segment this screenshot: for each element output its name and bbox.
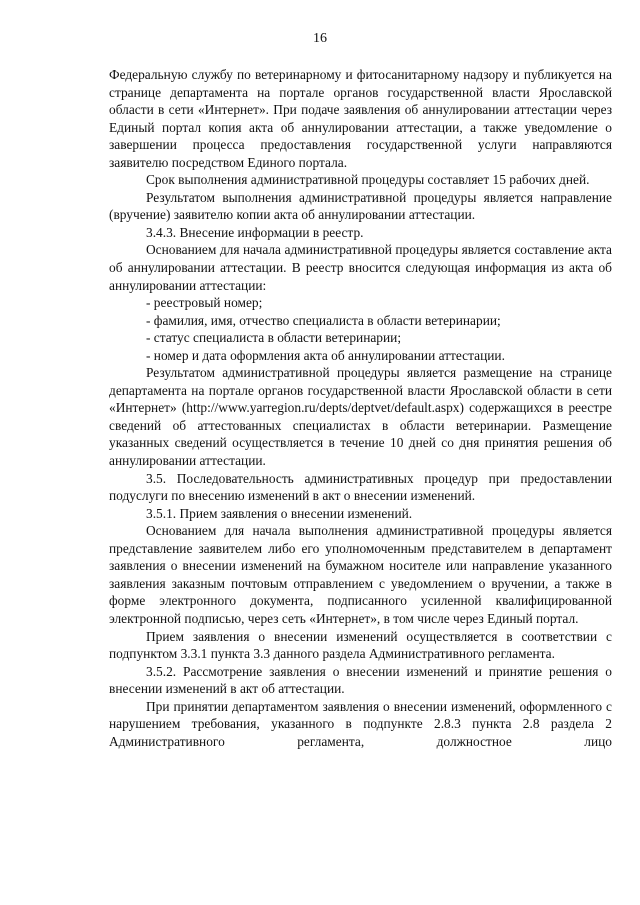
- list-item: - номер и дата оформления акта об аннулировании аттестации.: [146, 347, 505, 363]
- section-heading-3-5: 3.5. Последовательность административных процедур при предоставлении подуслуги по внесению изменений в акт о внесении изменений.: [109, 470, 612, 504]
- paragraph-result-copy: Результатом выполнения административной процедуры является направление (вручение) заявителю копии акта об аннулировании аттестации.: [109, 189, 612, 223]
- paragraph-registry-result: Результатом административной процедуры является размещение на странице департамента на портале органов государственной власти Ярославской области в сети «Интернет» (http://www.yarregion.ru/depts/deptvet/default.aspx) содержащихся в реестре сведений об аттестованных специалистах в области ветеринарии. Размещение указанных сведений осуществляется в течение 10 дней со дня принятия решения об аннулировании аттестации.: [109, 365, 612, 469]
- page-number: 16: [313, 31, 327, 46]
- list-item: - статус специалиста в области ветеринарии;: [146, 330, 402, 346]
- paragraph-changes-basis: Основанием для начала выполнения административной процедуры является представление заявителем либо его уполномоченным представителем в департамент заявления о внесении изменений на бумажном носителе или направление указанного заявления заказным почтовым отправлением с уведомлением о вручении, а также в форме электронного документа, подписанного усиленной квалифицированной электронной подписью, через сеть «Интернет», в том числе через Единый портал.: [109, 523, 612, 626]
- list-item: - фамилия, имя, отчество специалиста в области ветеринарии;: [146, 312, 501, 328]
- document-body: [109, 66, 612, 750]
- paragraph-continuation: Федеральную службу по ветеринарному и фитосанитарному надзору и публикуется на странице департамента на портале органов государственной власти Ярославской области в сети «Интернет». При подаче заявления об аннулировании аттестации через Единый портал копия акта об аннулировании аттестации, а также уведомление о завершении процесса предоставления государственной услуги направляются заявителю посредством Единого портала.: [109, 67, 612, 170]
- list-item: - реестровый номер;: [146, 295, 263, 311]
- paragraph-changes-acceptance: Прием заявления о внесении изменений осуществляется в соответствии с подпунктом 3.3.1 пункта 3.3 данного раздела Административного регламента.: [109, 628, 612, 662]
- section-heading-3-5-2: 3.5.2. Рассмотрение заявления о внесении изменений и принятие решения о внесении изменений в акт об аттестации.: [109, 663, 612, 697]
- paragraph-deadline: Срок выполнения административной процедуры составляет 15 рабочих дней.: [146, 172, 590, 188]
- paragraph-changes-review: При принятии департаментом заявления о внесении изменений, оформленного с нарушением требования, указанного в подпункте 2.8.3 пункта 2.8 раздела 2 Административного регламента, должностное лицо: [109, 698, 612, 749]
- paragraph-registry-basis: Основанием для начала административной процедуры является составление акта об аннулировании аттестации. В реестр вносится следующая информация из акта об аннулировании аттестации:: [109, 242, 612, 293]
- section-heading-3-5-1: 3.5.1. Прием заявления о внесении изменений.: [146, 505, 413, 521]
- section-heading-3-4-3: 3.4.3. Внесение информации в реестр.: [146, 224, 364, 240]
